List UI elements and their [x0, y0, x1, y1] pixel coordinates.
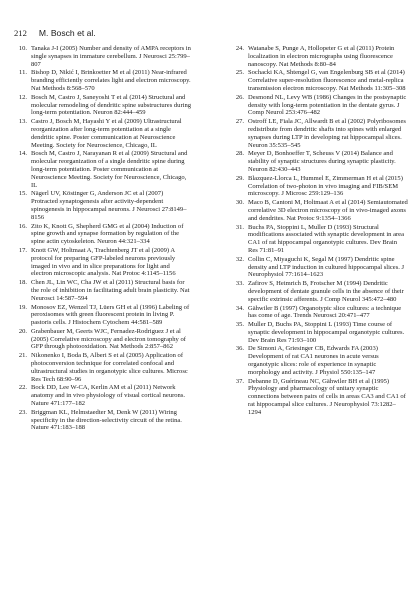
reference-number: 16.	[18, 222, 27, 230]
reference-entry	[14, 304, 191, 327]
reference-number: 25.	[235, 69, 244, 77]
reference-list-left	[14, 45, 191, 433]
reference-entry	[14, 150, 191, 189]
reference-text: Castro J, Bosch M, Hayashi Y et al (2009) Ultrastructural reorganization after long-term potentiation at a single dendritic spine. Poster communication at Neuroscience Meeting. Society for Neuroscience, Chicago, IL	[31, 118, 182, 149]
reference-text: Gähwiler B (1997) Organotypic slice cultures: a technique has come of age. Trends Neurosci 20:471–477	[248, 304, 402, 320]
reference-entry	[14, 69, 191, 92]
reference-entry	[14, 190, 191, 221]
reference-text: Meyer D, Bonhoeffer T, Scheuss V (2014) Balance and stability of synaptic structures during synaptic plasticity. Neuron 82:430–443	[248, 150, 396, 173]
reference-entry	[14, 45, 191, 68]
reference-number: 35.	[235, 321, 244, 329]
reference-entry	[231, 378, 408, 417]
reference-entry	[231, 94, 408, 117]
reference-text: De Simoni A, Griesinger CB, Edwards FA (2003) Development of rat CA1 neurones in acute versus organotypic slices: role of experience in synaptic morphology and activity. J Physiol 550:135–147	[248, 345, 379, 376]
reference-number: 22.	[18, 384, 27, 392]
reference-number: 23.	[18, 408, 27, 416]
reference-number: 31.	[235, 223, 244, 231]
reference-text: Bosch M, Castro J, Narayanan R et al (2009) Structural and molecular reorganization of a single dendritic spine during long-term potentiation. Poster communication at Neuroscience Meeting. Society for Neuroscience, Chicago, IL	[31, 150, 188, 189]
reference-list-right	[231, 45, 408, 418]
reference-entry	[14, 279, 191, 302]
reference-text: Desmond NL, Levy WB (1986) Changes in the postsynaptic density with long-term potentiation in the dentate gyrus. J Comp Neurol 253:476–482	[248, 93, 407, 117]
reference-number: 33.	[235, 280, 244, 288]
running-head: M. Bosch et al.	[38, 28, 96, 38]
reference-text: Monosov EZ, Wenzel TJ, Lüers GH et al (1996) Labeling of peroxisomes with green fluorescent protein in living P. pastoris cells. J Histochem Cytochem 44:581–589	[31, 303, 190, 327]
reference-entry	[231, 69, 408, 92]
reference-text: Muller D, Buchs PA, Stoppini L (1993) Time course of synaptic development in hippocampal organotypic cultures. Dev Brain Res 71:93–100	[248, 321, 405, 344]
reference-text: Maco B, Cantoni M, Holtmaat A et al (2014) Semiautomated correlative 3D electron microscopy of in vivo-imaged axons and dendrites. Nat Protoc 9:1354–1366	[248, 199, 408, 222]
reference-number: 21.	[18, 352, 27, 360]
reference-text: Sochacki KA, Shtengel G, van Engelenburg SB et al (2014) Correlative super-resolution fluorescence and metal-replica transmission electron microscopy. Nat Methods 11:305–308	[248, 69, 406, 92]
reference-text: Debanne D, Guérineau NC, Gähwiler BH et al (1995) Physiology and pharmacology of unitary synaptic connections between pairs of cells in areas CA3 and CA1 of rat hippocampal slice cultures. J Neurophysiol 73:1282–1294	[248, 377, 406, 416]
reference-text: Watanabe S, Punge A, Hollopeter G et al (2011) Protein localization in electron micrographs using fluorescence nanoscopy. Nat Methods 8:80–84	[248, 45, 395, 68]
reference-entry	[231, 305, 408, 321]
reference-number: 19.	[18, 303, 27, 311]
reference-number: 24.	[235, 45, 244, 52]
reference-entry	[14, 384, 191, 407]
reference-number: 14.	[18, 150, 27, 158]
reference-text: Bosch M, Castro J, Saneyoshi T et al (2014) Structural and molecular remodeling of dendritic spine substructures during long-term potentiation. Neuron 82:444–459	[31, 93, 191, 117]
reference-entry	[231, 280, 408, 303]
reference-entry	[14, 94, 191, 117]
reference-number: 29.	[235, 174, 244, 182]
reference-entry	[14, 118, 191, 149]
reference-number: 17.	[18, 246, 27, 254]
reference-text: Blazquez-Llorca L, Hummel E, Zimmerman H et al (2015) Correlation of two-photon in vivo imaging and FIB/SEM microscopy. J Microsc 259:129–136	[248, 174, 403, 198]
reference-entry	[14, 352, 191, 383]
reference-number: 15.	[18, 190, 27, 198]
page-header	[14, 28, 96, 40]
reference-number: 20.	[18, 327, 27, 335]
reference-entry	[231, 175, 408, 198]
reference-text: Tanaka J-I (2005) Number and density of AMPA receptors in single synapses in immature cerebellum. J Neurosci 25:799–807	[31, 45, 191, 68]
reference-entry	[231, 256, 408, 279]
reference-entry	[14, 328, 191, 351]
reference-text: Zito K, Knott G, Shepherd GMG et al (2004) Induction of spine growth and synapse formation by regulation of the spine actin cytoskeleton. Neuron 44:321–334	[31, 222, 184, 246]
reference-number: 36.	[235, 345, 244, 353]
reference-entry	[14, 247, 191, 278]
reference-text: Nägerl UV, Köstinger G, Anderson JC et al (2007) Protracted synaptogenesis after activity-dependent spinogenesis in hippocampal neurons. J Neurosci 27:8149–8156	[31, 190, 187, 221]
reference-entry	[14, 409, 191, 432]
reference-text: Bishop D, Nikić I, Brinkoetter M et al (2011) Near-infrared branding efficiently correlates light and electron microscopy. Nat Methods 8:568–570	[31, 69, 191, 92]
reference-entry	[231, 199, 408, 222]
reference-text: Knott GW, Holtmaat A, Trachtenberg JT et al (2009) A protocol for preparing GFP-labeled neurons previously imaged in vivo and in slice preparations for light and electron microscopic analysis. Nat Protoc 4:1145–1156	[31, 246, 176, 278]
reference-number: 26.	[235, 93, 244, 101]
reference-text: Briggman KL, Helmstaedter M, Denk W (2011) Wiring specificity in the direction-selectivity circuit of the retina. Nature 471:183–188	[31, 408, 182, 432]
reference-entry	[231, 150, 408, 173]
reference-number: 34.	[235, 304, 244, 312]
reference-number: 10.	[18, 45, 27, 52]
reference-number: 32.	[235, 255, 244, 263]
reference-text: Collin C, Miyaguchi K, Segal M (1997) Dendritic spine density and LTP induction in cultured hippocampal slices. J Neurophysiol 77:1614–1623	[248, 255, 405, 279]
reference-number: 28.	[235, 150, 244, 158]
reference-entry	[231, 224, 408, 255]
reference-entry	[14, 223, 191, 246]
reference-entry	[231, 345, 408, 376]
reference-text: Grabenbauer M, Geerts WJC, Fernadez-Rodriguez J et al (2005) Correlative microscopy and electron tomography of GFP through photooxidation. Nat Methods 2:857–862	[31, 327, 186, 351]
reference-number: 37.	[235, 377, 244, 385]
reference-number: 12.	[18, 93, 27, 101]
reference-number: 18.	[18, 279, 27, 287]
reference-text: Ostroff LE, Fiala JC, Allwardt B et al (2002) Polyribosomes redistribute from dendritic shafts into spines with enlarged synapses during LTP in developing rat hippocampal slices. Neuron 35:535–545	[248, 118, 406, 149]
reference-entry	[231, 118, 408, 149]
reference-text: Nikonenko I, Boda B, Alberi S et al (2005) Application of photoconversion technique for correlated confocal and ultrastructural studies in organotypic slice cultures. Microsc Res Tech 68:90–96	[31, 352, 188, 383]
reference-entry	[231, 45, 408, 68]
reference-number: 13.	[18, 118, 27, 126]
reference-number: 30.	[235, 199, 244, 207]
reference-text: Zafirov S, Heimrich B, Frotscher M (1994) Dendritic development of dentate granule cells in the absence of their specific extrinsic afferents. J Comp Neurol 345:472–480	[248, 280, 404, 303]
reference-entry	[231, 321, 408, 344]
reference-text: Chen JL, Lin WC, Cha JW et al (2011) Structural basis for the role of inhibition in facilitating adult brain plasticity. Nat Neurosci 14:587–594	[31, 279, 190, 302]
reference-text: Bock DD, Lee W-CA, Kerlin AM et al (2011) Network anatomy and in vivo physiology of visual cortical neurons. Nature 471:177–182	[31, 384, 186, 408]
page-number: 212	[14, 28, 27, 38]
reference-number: 27.	[235, 118, 244, 126]
reference-number: 11.	[19, 69, 27, 77]
reference-text: Buchs PA, Stoppini L, Muller D (1993) Structural modifications associated with synaptic development in area CA1 of rat hippocampal organotypic cultures. Dev Brain Res 71:81–91	[248, 223, 404, 254]
